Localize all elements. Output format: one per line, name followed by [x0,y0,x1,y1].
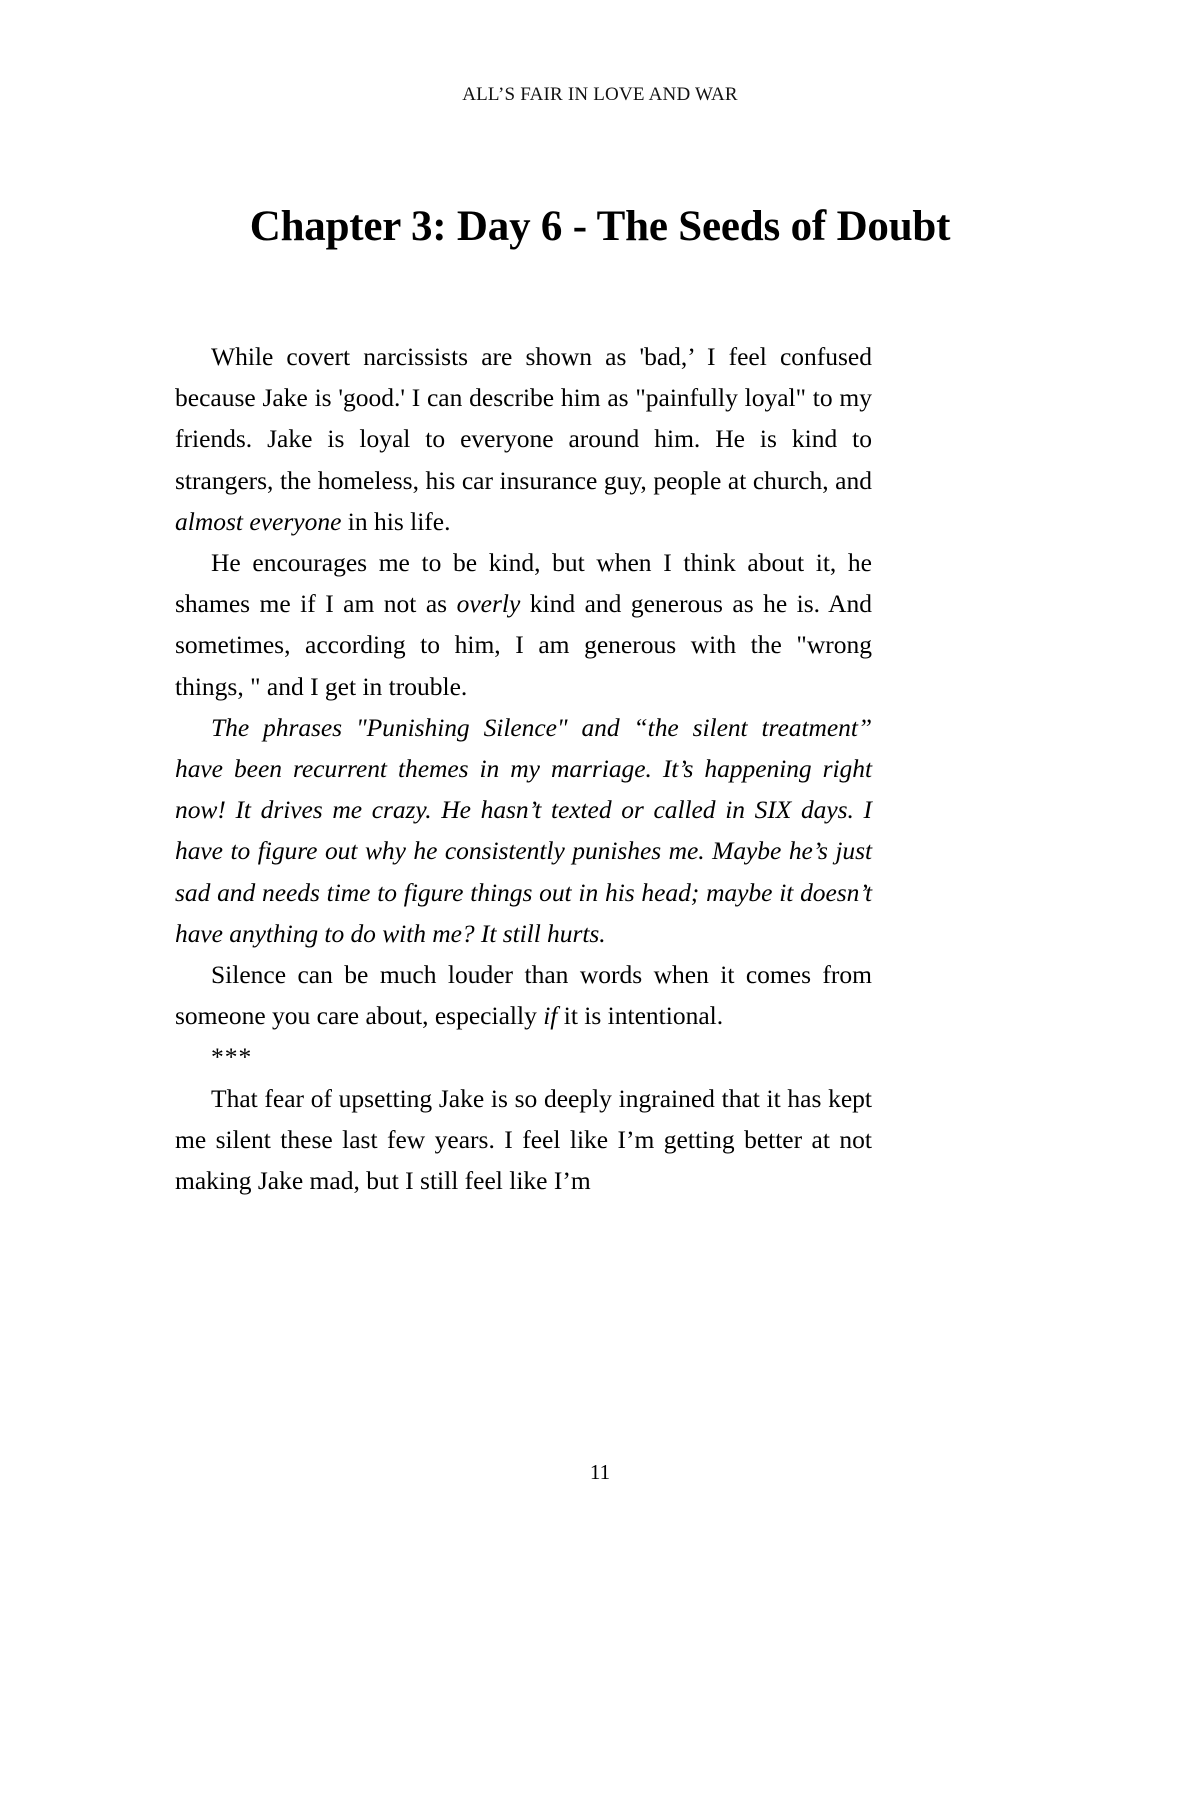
paragraph-4-text-part-2: it is intentional. [557,1001,724,1031]
running-head: ALL’S FAIR IN LOVE AND WAR [462,84,738,105]
paragraph-4-text-part-1: Silence can be much louder than words when it comes from someone you care about, especially [175,960,872,1031]
paragraph-2-text-part-2: kind and generous as he is. And sometimes, according to him, I am generous with the "wrong things, " and I get in trouble. [175,589,872,701]
paragraph-1-text-part-1: While covert narcissists are shown as 'bad,’ I feel confused because Jake is 'good.' I can describe him as "painfully loyal" to my friends. Jake is loyal to everyone around him. He is kind to strangers, the homeless, his car insurance guy, people at church, and [175,342,872,495]
page-number: 11 [589,1460,611,1484]
paragraph-1 [175,336,872,542]
paragraph-4-italic-phrase: if [543,1001,558,1031]
paragraph-1-italic-phrase: almost everyone [175,506,342,536]
paragraph-2 [175,542,872,707]
paragraph-1-text-part-2: in his life. [341,506,451,536]
chapter-title: Chapter 3: Day 6 - The Seeds of Doubt [249,202,951,250]
paragraph-5: That fear of upsetting Jake is so deeply ingrained that it has kept me silent these last few years. I feel like I’m getting better at not making Jake mad, but I still feel like I’m [175,1083,872,1196]
paragraph-3: The phrases "Punishing Silence" and “the silent treatment” have been recurrent themes in my marriage. It’s happening right now! It drives me crazy. He hasn’t texted or called in SIX days. I have to figure out why he consistently punishes me. Maybe he’s just sad and needs time to figure things out in his head; maybe it doesn’t have anything to do with me? It still hurts. [175,712,872,948]
paragraph-4 [175,954,872,1036]
body-text-column [175,336,872,1201]
paragraph-2-italic-phrase: overly [456,589,521,619]
section-break-separator: *** [211,1042,253,1072]
paragraph-2-text-part-1: He encourages me to be kind, but when I think about it, he shames me if I am not as [175,548,872,619]
